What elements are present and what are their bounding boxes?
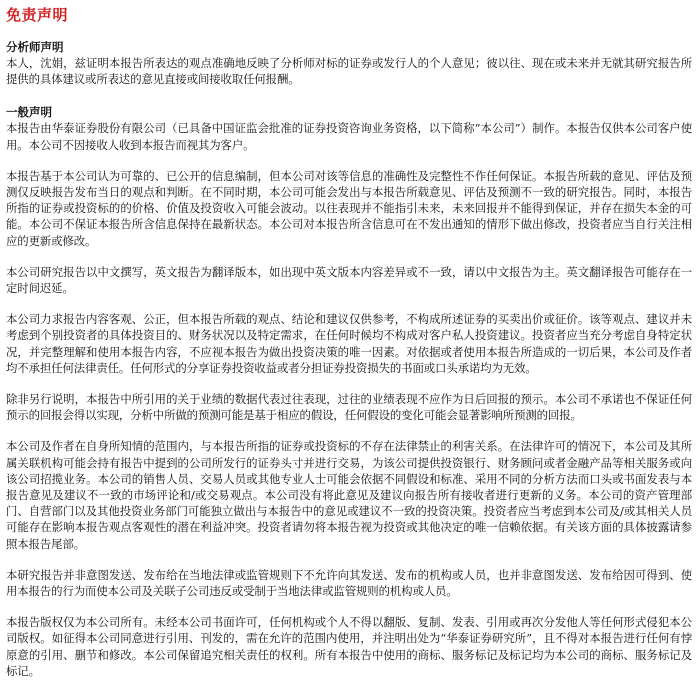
analyst-statement-heading: 分析师声明 — [6, 40, 64, 54]
general-paragraph-7: 本研究报告并非意图发送、发布给在当地法律或监管规则下不允许向其发送、发布的机构或人员，也并非意图发送、发布给因可得到、使用本报告的行为而使本公司及关联子公司违反或受制于当地法律或监管规则的机构或人员。 — [6, 567, 692, 599]
analyst-statement-text: 本人，沈娟，兹证明本报告所表达的观点准确地反映了分析师对标的证券或发行人的个人意见；彼以往、现在或未来并无就其研究报告所提供的具体建议或所表迖的意见直接或间接收取任何报酬。 — [6, 56, 692, 87]
general-paragraph-6: 本公司及作者在自身所知情的范围内，与本报告所指的证券或投资标的不存在法律禁止的利害关系。在法律许可的情况下，本公司及其所属关联机构可能会持有报告中提到的公司所发行的证券头寸并进行交易，为该公司提供投资银行、财务顾问或者金融产品等相关服务或向该公司招揽业务。本公司的销售人员、交易人员或其他专业人士可能会依据不同假设和标准、采用不同的分析方法而口头或书面发表与本报告意见及建议不一致的市场评论和/或交易观点。本公司没有将此意见及建议向报告所有接收者进行更新的义务。本公司的资产管理部门、自营部门以及其他投资业务部门可能独立做出与本报告中的意见或建议不一致的投资决策。投资者应当考虑到本公司及/或其相关人员可能存在影响本报告观点客观性的潜在利益冲突。投资者请勿将本报告视为投资或其他决定的唯一信赖依据。有关该方面的具体披露请参照本报告尾部。 — [6, 439, 692, 551]
general-paragraph-4: 本公司力求报告内容客观、公正，但本报告所载的观点、结论和建议仅供参考，不构成所述证券的买卖出价或征价。该等观点、建议并未考虑到个别投资者的具体投资目的、财务状况以及特定需求，在任何时候均不构成对客户私人投资建议。投资者应当充分考虑自身特定状况，并完整理解和使用本报告内容，不应视本报告为做出投资决策的唯一因素。对依据或者使用本报告所造成的一切后果，本公司及作者均不承担任何法律责任。任何形式的分享证券投资收益或者分担证券投资损失的书面或口头承诺均为无效。 — [6, 312, 692, 375]
general-paragraph-5: 除非另行说明，本报告中所引用的关于业绩的数据代表过往表现，过往的业绩表现不应作为日后回报的预示。本公司不承诺也不保证任何预示的回报会得以实现，分析中所做的预测可能是基于相应的假设，任何假设的变化可能会显著影响所预测的回报。 — [6, 392, 692, 423]
general-paragraph-2: 本报告基于本公司认为可靠的、已公开的信息编制，但本公司对该等信息的准确性及完整性不作任何保证。本报告所载的意见、评估及预测仅反映报告发布当日的观点和判断。在不同时期，本公司可能会发出与本报告所载意见、评估及预测不一致的研究报告。同时，本报告所指的证券或投资标的的价格、价值及投资收入可能会波动。以往表现并不能指引未来，未来回报并不能得到保证，并存在损失本金的可能。本公司不保证本报告所含信息保持在最新状态。本公司对本报告所含信息可在不发出通知的情形下做出修改，投资者应当自行关注相应的更新或修改。 — [6, 168, 692, 248]
general-paragraph-3: 本公司研究报告以中文撰写，英文报告为翻译版本，如出现中英文版本内容差异或不一致，请以中文报告为主。英文翻译报告可能存在一定时间迟延。 — [6, 264, 692, 296]
general-statement-section — [6, 104, 692, 679]
analyst-statement-section — [6, 39, 692, 87]
general-paragraph-8: 本报告版权仅为本公司所有。未经本公司书面许可，任何机构或个人不得以翻版、复制、发表、引用或再次分发他人等任何形式侵犯本公司版权。如征得本公司同意进行引用、刊发的，需在允许的范围内使用，并注明出处为“华泰证券研究所”，且不得对本报告进行任何有悖原意的引用、删节和修改。本公司保留追究相关责任的权利。所有本报告中使用的商标、服务标记及标记均为本公司的商标、服务标记及标记。 — [6, 615, 692, 678]
general-paragraph-1: 本报告由华泰证券股份有限公司（已具备中国证监会批准的证券投资咨询业务资格，以下简称“本公司”）制作。本报告仅供本公司客户使用。本公司不因接收人收到本报告而视其为客户。 — [6, 121, 692, 152]
page-title: 免责声明 — [6, 6, 69, 24]
general-statement-heading: 一般声明 — [6, 105, 52, 120]
